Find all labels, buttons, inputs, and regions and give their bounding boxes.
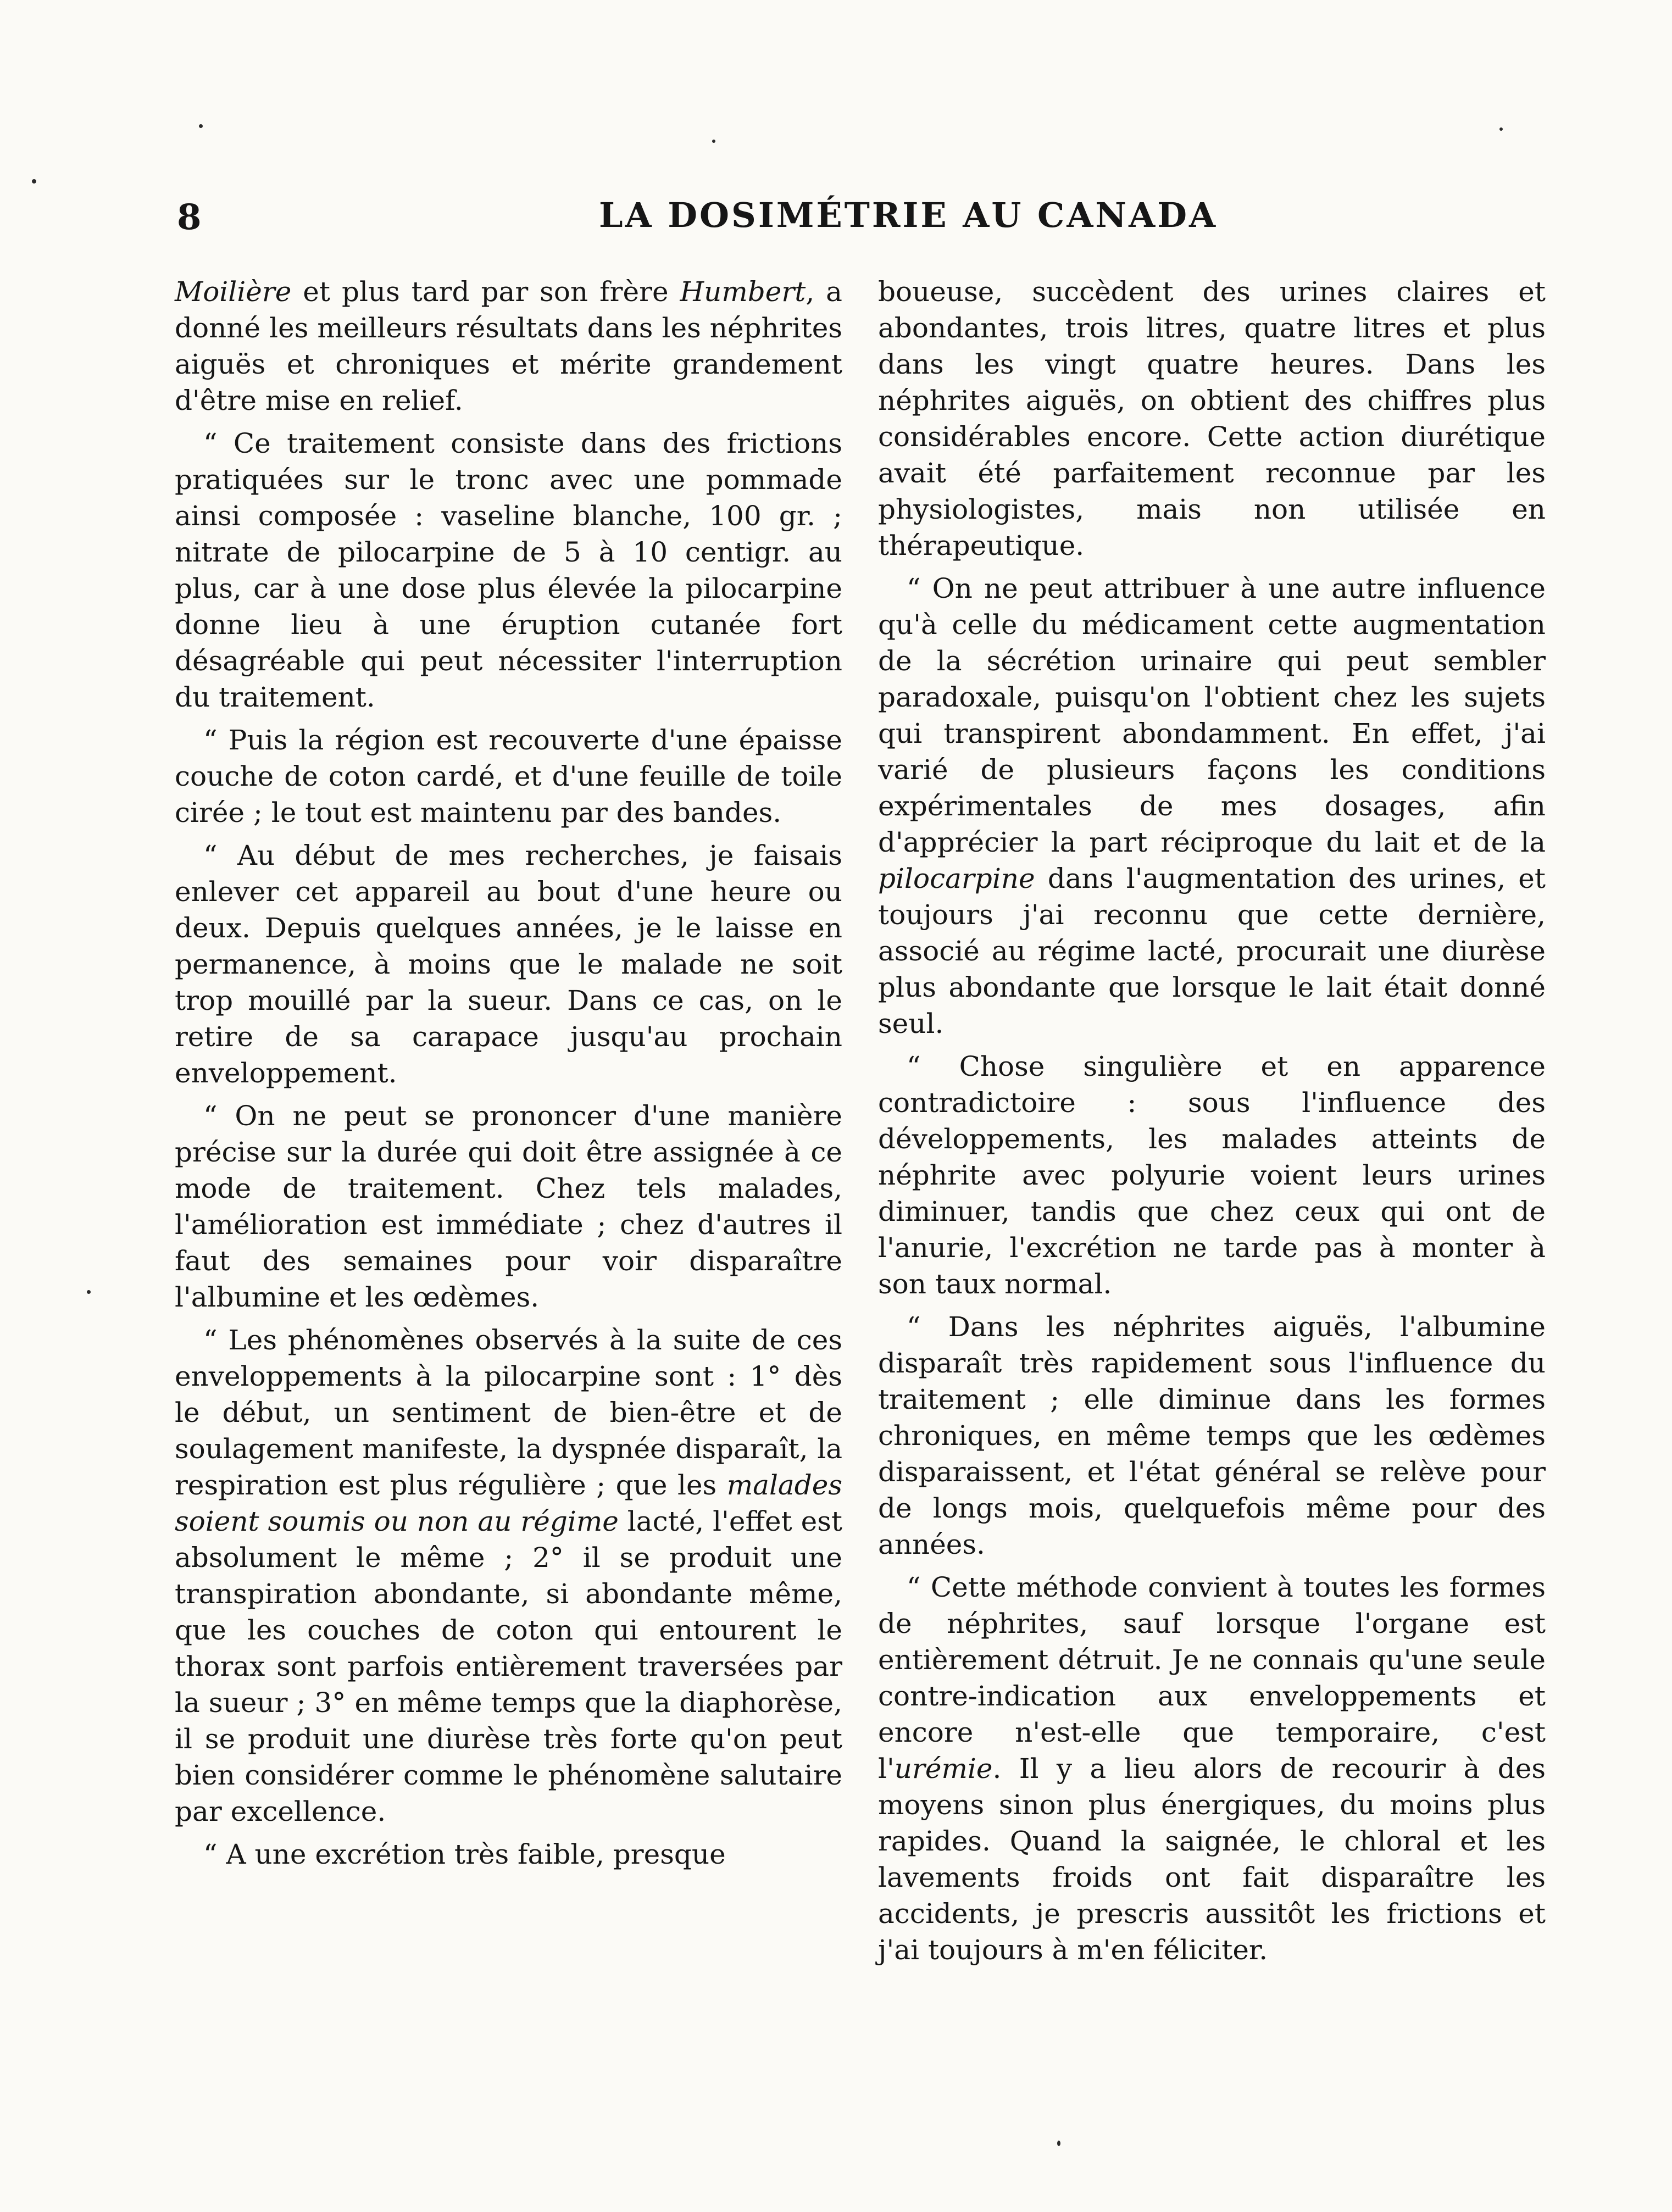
italic-term: urémie [894, 1753, 993, 1785]
paragraph: “ Dans les néphrites aiguës, l'albumine disparaît très rapidement sous l'influence du traitement ; elle diminue dans les formes chroniques, en même temps que les œdèmes disparaissent, et l'état général se relève pour de longs mois, quelquefois même pour des années. [878, 1311, 1546, 1560]
scan-speck [32, 179, 36, 184]
running-head-title: LA DOSIMÉTRIE AU CANADA [599, 195, 1218, 235]
paragraph: “ Au début de mes recherches, je faisais enlever cet appareil au bout d'une heure ou deux. Depuis quelques années, je le laisse en permanence, à moins que le malade ne soit trop mouillé par la sueur. Dans ce cas, on le retire de sa carapace jusqu'au prochain enveloppement. [175, 840, 842, 1089]
scan-speck [1057, 2141, 1060, 2146]
paragraph: “ Ce traitement consiste dans des frictions pratiquées sur le tronc avec une pommade ainsi composée : vaseline blanche, 100 gr. ; nitrate de pilocarpine de 5 à 10 centigr. au plus, car à une dose plus élevée la pilocarpine donne lieu à une éruption cutanée fort désagréable qui peut nécessiter l'interruption du traitement. [175, 427, 842, 713]
paragraph: “ On ne peut se prononcer d'une manière précise sur la durée qui doit être assignée à ce mode de traitement. Chez tels malades, l'amélioration est immédiate ; chez d'autres il faut des semaines pour voir disparaître l'albumine et les œdèmes. [175, 1100, 842, 1313]
page-number: 8 [177, 197, 202, 238]
left-column [175, 274, 842, 1879]
paragraph: boueuse, succèdent des urines claires et abondantes, trois litres, quatre litres et plus dans les vingt quatre heures. Dans les néphrites aiguës, on obtient des chiffres plus considérables encore. Cette action diurétique avait été parfaitement reconnue par les physiologistes, mais non utilisée en thérapeutique. [878, 276, 1546, 562]
italic-phrase: malades soient soumis ou non au régime [175, 1469, 842, 1537]
scan-speck [87, 1290, 91, 1294]
paragraph: “ On ne peut attribuer à une autre influence qu'à celle du médicament cette augmentation de la sécrétion urinaire qui peut sembler paradoxale, puisqu'on l'obtient chez les sujets qui transpirent abondamment. En effet, j'ai varié de plusieurs façons les conditions expérimentales de mes dosages, afin d'apprécier la part réciproque du lait et de la pilocarpine dans l'augmentation des urines, et toujours j'ai reconnu que cette dernière, associé au régime lacté, procurait une diurèse plus abondante que lorsque le lait était donné seul. [878, 573, 1546, 1040]
person-name: Moilière [175, 276, 292, 308]
right-column [878, 274, 1546, 1975]
scan-speck [712, 140, 715, 143]
scan-speck [1499, 127, 1503, 131]
paragraph: “ Puis la région est recouverte d'une épaisse couche de coton cardé, et d'une feuille de toile cirée ; le tout est maintenu par des bandes. [175, 724, 842, 829]
paragraph: “ Cette méthode convient à toutes les formes de néphrites, sauf lorsque l'organe est entièrement détruit. Je ne connais qu'une seule contre-indication aux enveloppements et encore n'est-elle que temporaire, c'est l'urémie. Il y a lieu alors de recourir à des moyens sinon plus énergiques, du moins plus rapides. Quand la saignée, le chloral et les lavements froids ont fait disparaître les accidents, je prescris aussitôt les frictions et j'ai toujours à m'en féliciter. [878, 1571, 1546, 1966]
italic-term: pilocarpine [878, 863, 1035, 894]
person-name: Humbert [680, 276, 806, 308]
paragraph: Moilière et plus tard par son frère Humbert, a donné les meilleurs résultats dans les néphrites aiguës et chroniques et mérite grandement d'être mise en relief. [175, 276, 842, 416]
paragraph: “ A une excrétion très faible, presque [203, 1838, 726, 1870]
paragraph: “ Les phénomènes observés à la suite de ces enveloppements à la pilocarpine sont : 1° dès le début, un sentiment de bien-être et de soulagement manifeste, la dyspnée disparaît, la respiration est plus régulière ; que les malades soient soumis ou non au régime lacté, l'effet est absolument le même ; 2° il se produit une transpiration abondante, si abondante même, que les couches de coton qui entourent le thorax sont parfois entièrement traversées par la sueur ; 3° en même temps que la diaphorèse, il se produit une diurèse très forte qu'on peut bien considérer comme le phénomène salutaire par excellence. [175, 1324, 842, 1827]
scan-speck [199, 124, 203, 128]
paragraph: “ Chose singulière et en apparence contradictoire : sous l'influence des développements, les malades atteints de néphrite avec polyurie voient leurs urines diminuer, tandis que chez ceux qui ont de l'anurie, l'excrétion ne tarde pas à monter à son taux normal. [878, 1051, 1546, 1300]
